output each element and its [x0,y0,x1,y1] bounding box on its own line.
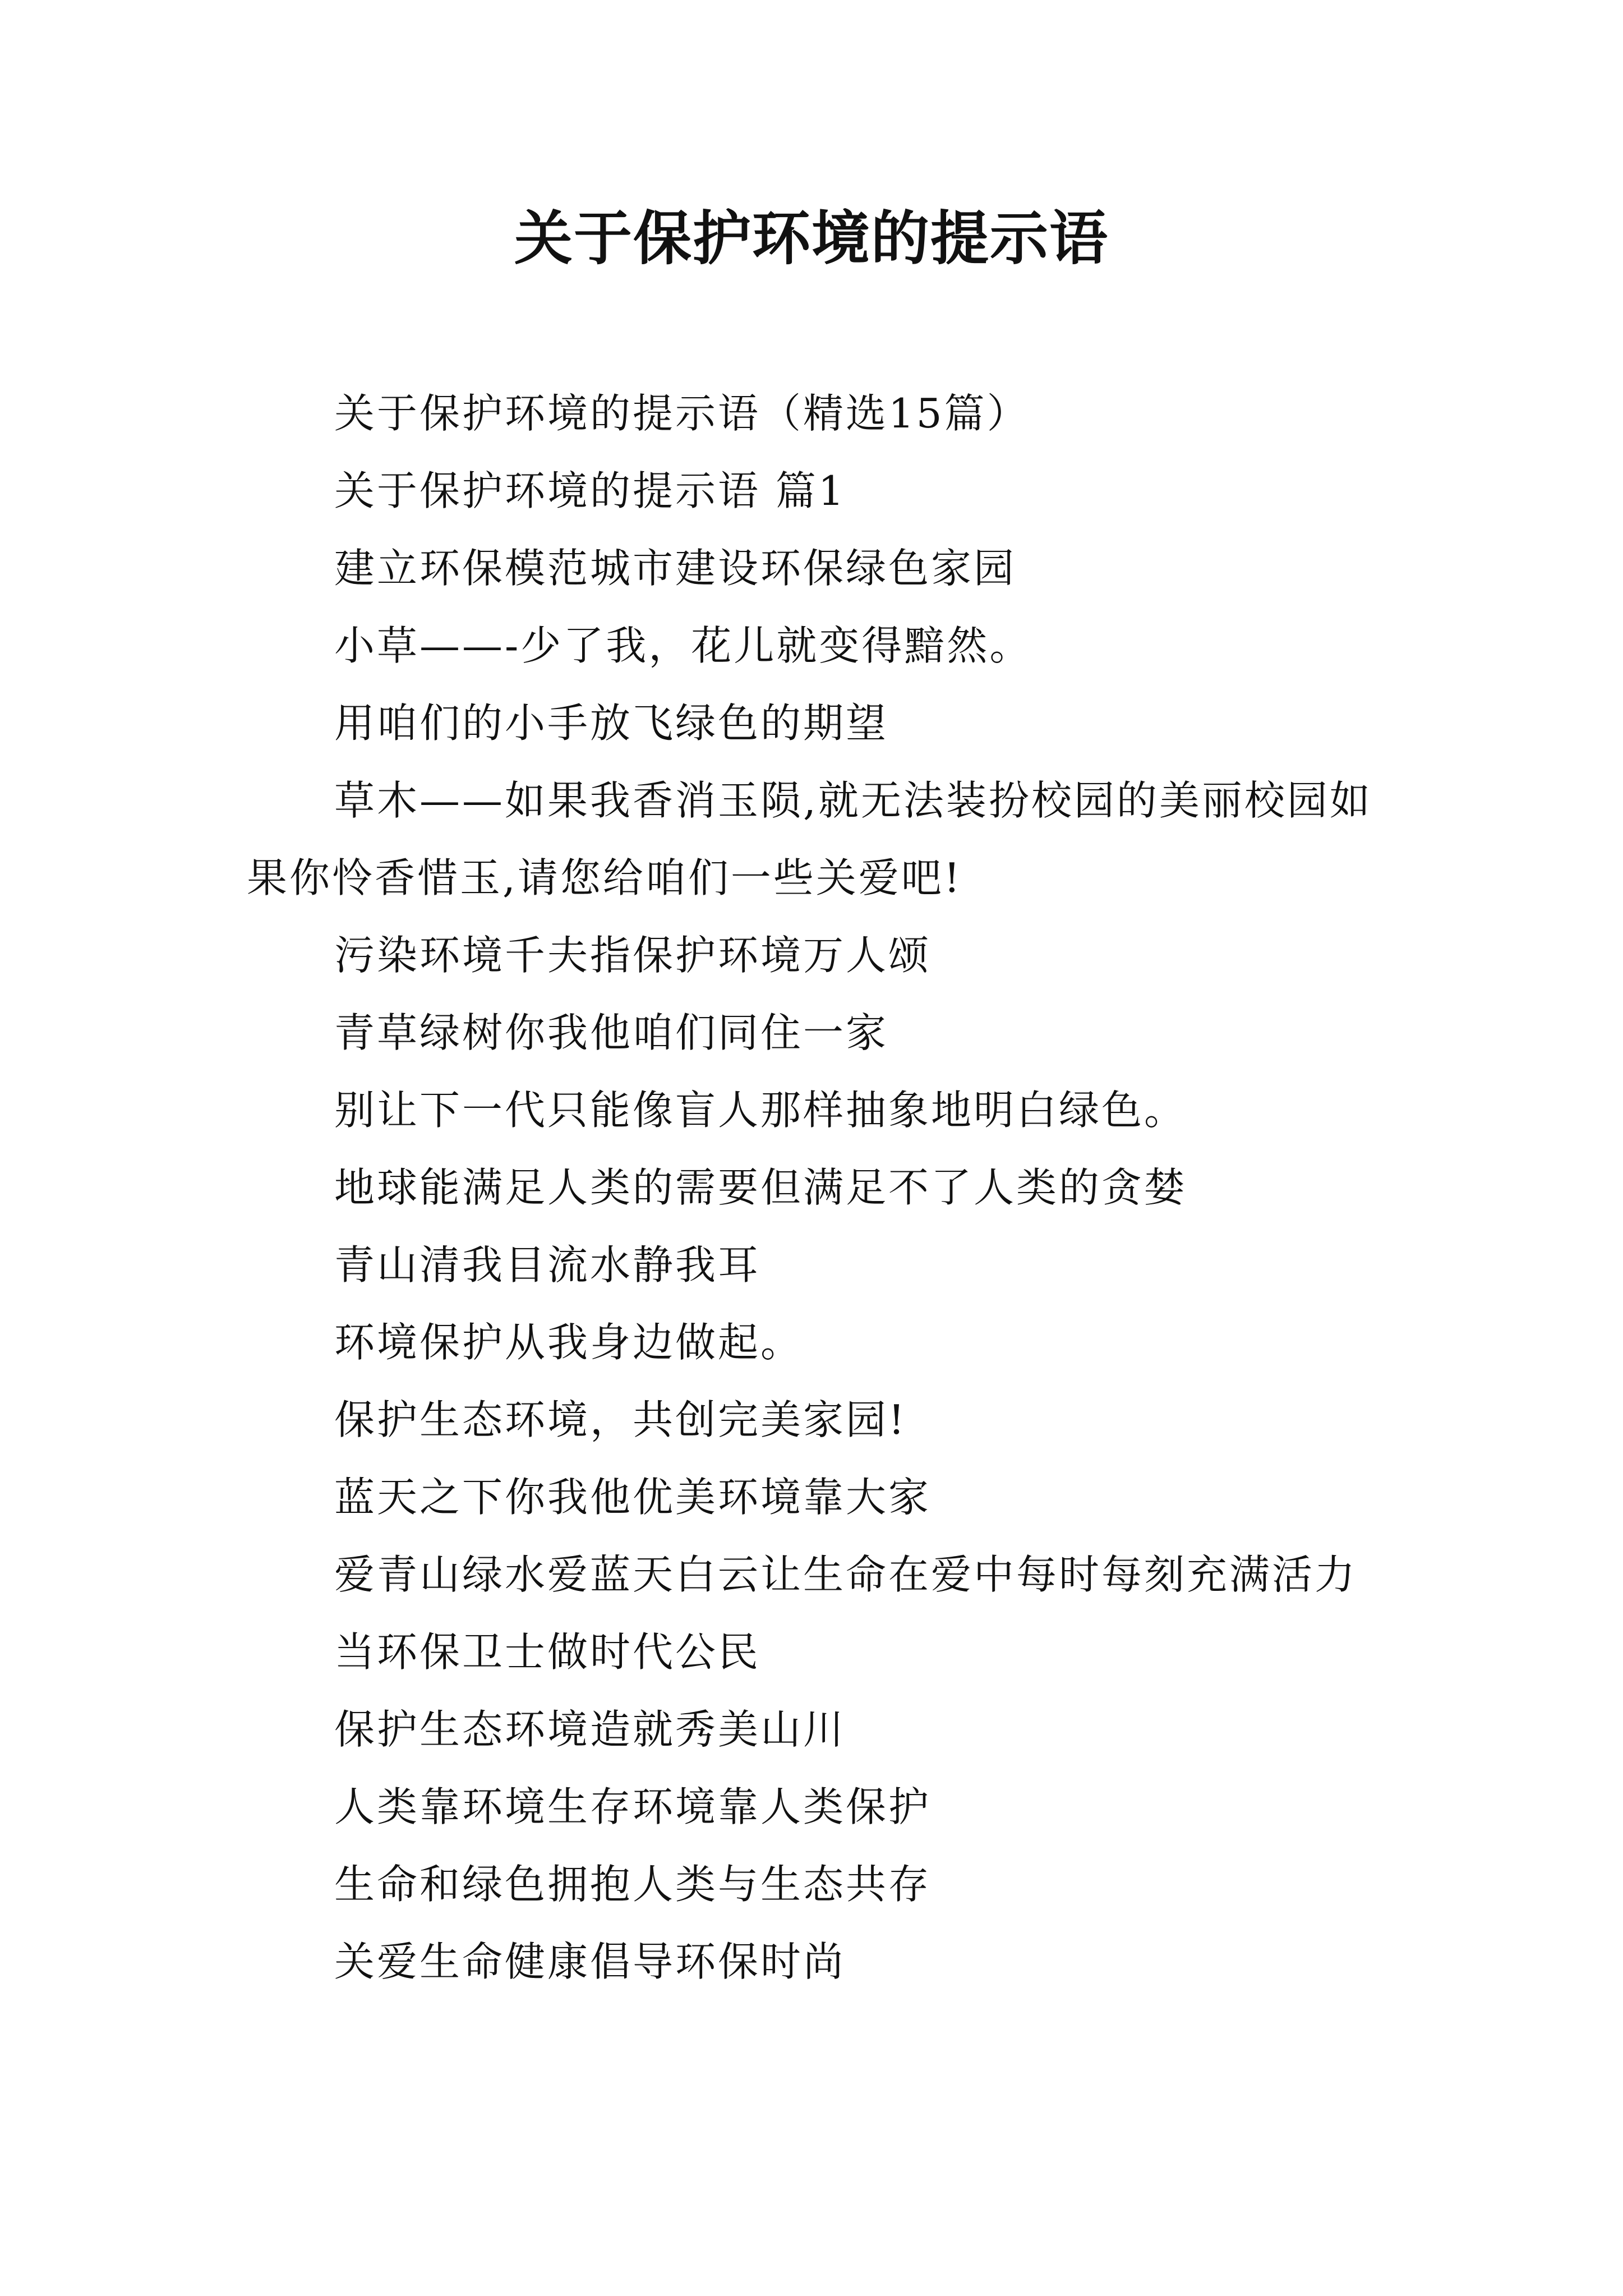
paragraph: 污染环境千夫指保护环境万人颂 [334,932,932,979]
paragraph: 小草——-少了我，花儿就变得黯然。 [334,622,1032,669]
paragraph: 环境保护从我身边做起。 [334,1319,804,1366]
paragraph: 别让下一代只能像盲人那样抽象地明白绿色。 [334,1087,1187,1134]
paragraph: 青草绿树你我他咱们同住一家 [334,1009,889,1056]
paragraph: 人类靠环境生存环境靠人类保护 [334,1783,932,1830]
paragraph: 生命和绿色拥抱人类与生态共存 [334,1861,932,1908]
paragraph: 关爱生命健康倡导环保时尚 [334,1938,846,1985]
paragraph: 青山清我目流水静我耳 [334,1241,761,1289]
paragraph: 关于保护环境的提示语（精选15篇） [334,390,1030,437]
paragraph: 关于保护环境的提示语 篇1 [334,467,846,514]
paragraph: 草木——如果我香消玉陨,就无法装扮校园的美丽校园如果你怜香惜玉,请您给咱们一些关爱吧! [247,777,1372,901]
paragraph: 建立环保模范城市建设环保绿色家园 [334,545,1017,592]
document-body [247,375,1396,2000]
paragraph: 用咱们的小手放飞绿色的期望 [334,700,889,747]
paragraph: 爱青山绿水爱蓝天白云让生命在爱中每时每刻充满活力 [334,1551,1358,1598]
document-title: 关于保护环境的提示语 [514,204,1109,273]
paragraph: 保护生态环境造就秀美山川 [334,1706,846,1753]
paragraph: 地球能满足人类的需要但满足不了人类的贪婪 [334,1164,1187,1211]
paragraph: 蓝天之下你我他优美环境靠大家 [334,1474,932,1521]
paragraph: 保护生态环境，共创完美家园! [334,1396,907,1443]
paragraph: 当环保卫士做时代公民 [334,1628,761,1676]
